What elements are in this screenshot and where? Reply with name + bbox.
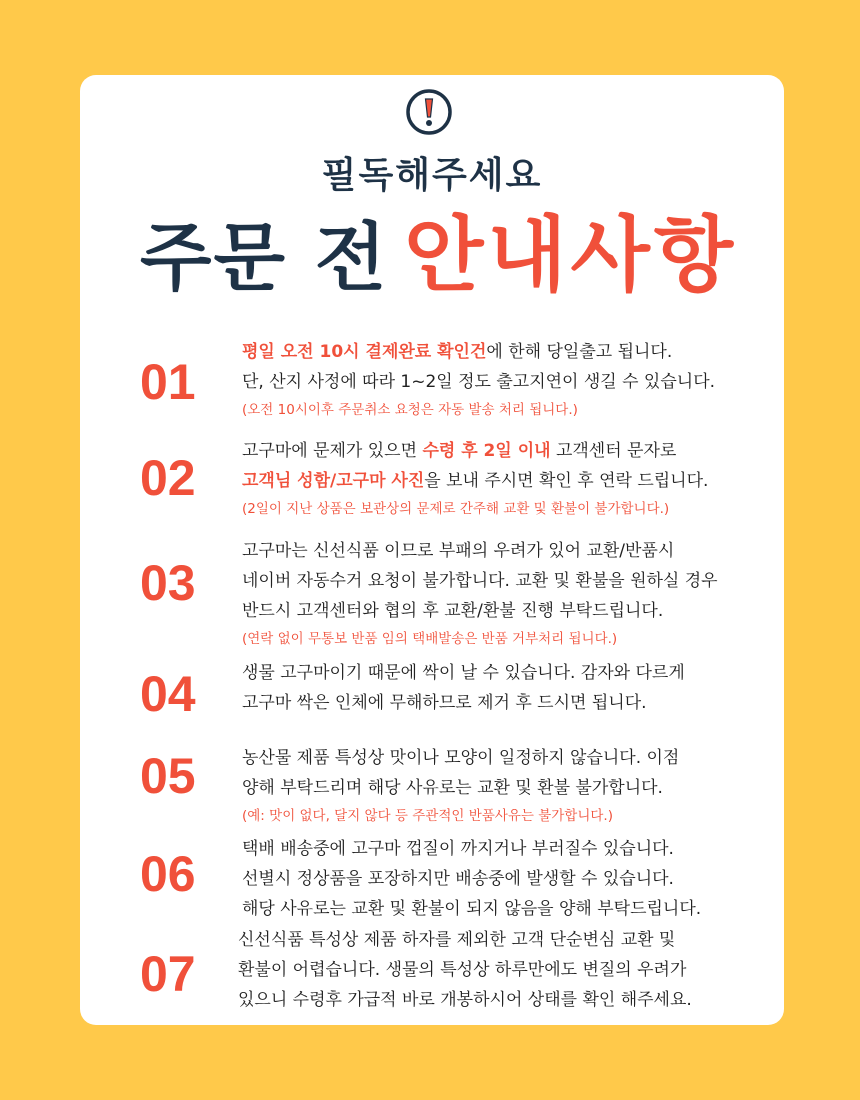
item-line: 농산물 제품 특성상 맛이나 모양이 일정하지 않습니다. 이점	[242, 748, 680, 768]
item-note: (연락 없이 무통보 반품 임의 택배발송은 반품 거부처리 됩니다.)	[242, 631, 618, 647]
item-body	[242, 743, 742, 829]
item-body	[242, 536, 742, 652]
item-text: 을 보내 주시면 확인 후 연락 드립니다.	[424, 471, 709, 491]
item-note: (2일이 지난 상품은 보관상의 문제로 간주해 교환 및 환불이 불가합니다.)	[242, 501, 670, 517]
item-number: 05	[140, 748, 196, 804]
item-text: 고객센터 문자로	[550, 441, 677, 461]
item-text: 에 한해 당일출고 됩니다.	[486, 342, 673, 362]
item-line: 고구마는 신선식품 이므로 부패의 우려가 있어 교환/반품시	[242, 541, 675, 561]
title-red: 안내사항	[404, 207, 738, 303]
item-line	[242, 436, 742, 466]
item-note: (예: 맛이 없다, 달지 않다 등 주관적인 반품사유는 불가합니다.)	[242, 808, 613, 824]
item-number: 01	[140, 354, 196, 410]
item-line: 환불이 어렵습니다. 생물의 특성상 하루만에도 변질의 우려가	[238, 960, 687, 980]
item-line: 고구마 싹은 인체에 무해하므로 제거 후 드시면 됩니다.	[242, 693, 647, 713]
item-line: 해당 사유로는 교환 및 환불이 되지 않음을 양해 부탁드립니다.	[242, 899, 702, 919]
item-body	[238, 925, 738, 1015]
page-title	[140, 205, 740, 305]
item-line: 네이버 자동수거 요청이 불가합니다. 교환 및 환불을 원하실 경우	[242, 571, 718, 591]
item-line: 반드시 고객센터와 협의 후 교환/환불 진행 부탁드립니다.	[242, 601, 664, 621]
subtitle: 필독해주세요	[321, 154, 543, 196]
item-highlight: 평일 오전 10시 결제완료 확인건	[242, 342, 487, 362]
item-text: 고구마에 문제가 있으면	[242, 441, 423, 461]
notice-card	[80, 75, 784, 1025]
item-line: 있으니 수령후 가급적 바로 개봉하시어 상태를 확인 해주세요.	[238, 990, 692, 1010]
item-line: 생물 고구마이기 때문에 싹이 날 수 있습니다. 감자와 다르게	[242, 663, 685, 683]
exclamation-circle-icon	[404, 87, 454, 137]
title-dark: 주문 전	[140, 215, 389, 301]
item-line: 선별시 정상품을 포장하지만 배송중에 발생할 수 있습니다.	[242, 869, 674, 889]
item-number: 03	[140, 555, 196, 611]
item-highlight: 수령 후 2일 이내	[422, 441, 551, 461]
item-number: 04	[140, 666, 196, 722]
item-line: 신선식품 특성상 제품 하자를 제외한 고객 단순변심 교환 및	[238, 930, 676, 950]
item-line: 택배 배송중에 고구마 껍질이 까지거나 부러질수 있습니다.	[242, 839, 674, 859]
item-note: (오전 10시이후 주문취소 요청은 자동 발송 처리 됩니다.)	[242, 402, 578, 418]
item-body	[242, 658, 742, 718]
item-body	[242, 834, 742, 924]
item-number: 02	[140, 450, 196, 506]
item-line	[242, 466, 742, 496]
item-line	[242, 337, 742, 367]
item-highlight: 고객님 성함/고구마 사진	[242, 471, 425, 491]
item-body	[242, 337, 742, 423]
item-number: 06	[140, 846, 196, 902]
item-line: 단, 산지 사정에 따라 1~2일 정도 출고지연이 생길 수 있습니다.	[242, 372, 716, 392]
item-line: 양해 부탁드리며 해당 사유로는 교환 및 환불 불가합니다.	[242, 778, 663, 798]
item-number: 07	[140, 946, 196, 1002]
item-body	[242, 436, 742, 522]
